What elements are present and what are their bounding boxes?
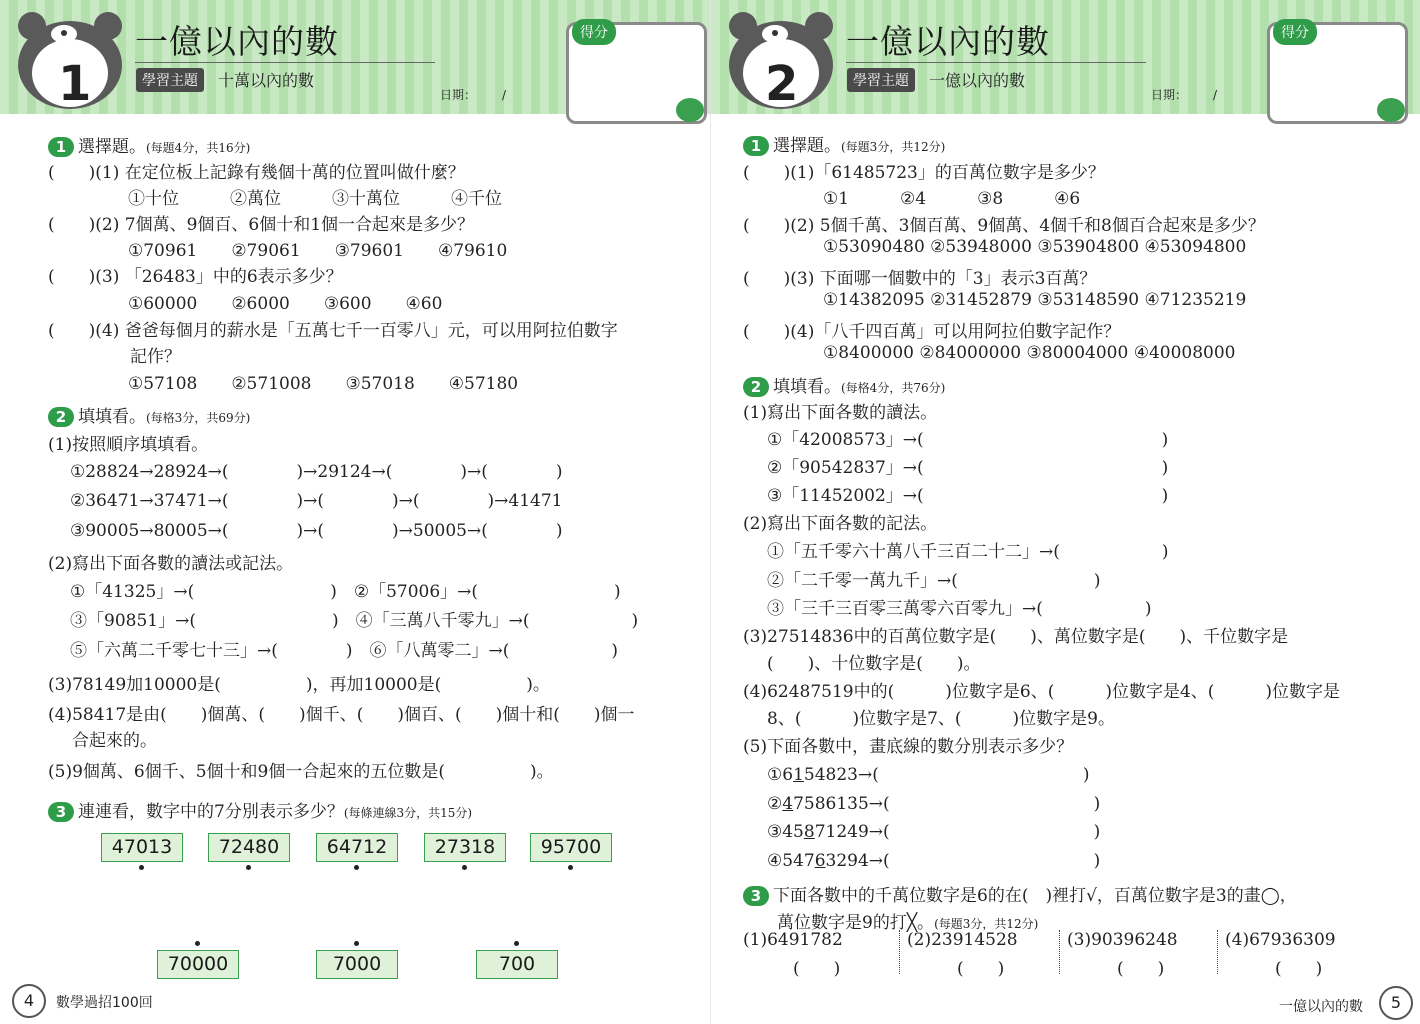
score-note: (每格3分，共69分) bbox=[146, 411, 251, 425]
line-text[interactable]: (3)78149加10000是( )，再加10000是( )。 bbox=[48, 675, 550, 695]
question-line bbox=[823, 184, 1080, 209]
number-prefix: ③45 bbox=[767, 822, 804, 842]
answer-parenthesis[interactable]: ( ) bbox=[957, 959, 1005, 979]
question-line bbox=[48, 316, 618, 341]
section-heading bbox=[743, 131, 945, 156]
question-line bbox=[767, 789, 1100, 814]
section-number-badge: 3 bbox=[48, 802, 74, 822]
line-text[interactable]: ①十位 ②萬位 ③十萬位 ④千位 bbox=[128, 189, 502, 209]
question-line bbox=[743, 509, 937, 534]
question-line bbox=[48, 700, 634, 725]
line-text[interactable]: (3)27514836中的百萬位數字是( )、萬位數字是( )、千位數字是 bbox=[743, 627, 1289, 647]
page-title: 一億以內的數 bbox=[846, 22, 1050, 61]
section-number-badge: 1 bbox=[48, 137, 74, 157]
score-note: (每格4分，共76分) bbox=[841, 381, 946, 395]
question-line bbox=[823, 290, 1246, 310]
line-text[interactable]: (4)58417是由( )個萬、( )個千、( )個百、( )個十和( )個一 bbox=[48, 705, 635, 725]
line-text[interactable]: ①「五千零六十萬八千三百二十二」→( ) bbox=[767, 542, 1169, 562]
number-suffix[interactable]: 54823→( ) bbox=[803, 765, 1090, 785]
question-line bbox=[743, 211, 1265, 236]
number-suffix[interactable]: 7586135→( ) bbox=[793, 794, 1101, 814]
bear-mascot-icon bbox=[725, 10, 837, 110]
score-note: (每條連線3分，共15分) bbox=[343, 806, 473, 820]
line-text[interactable]: ①8400000 ②84000000 ③80004000 ④40008000 bbox=[823, 343, 1236, 363]
question-line bbox=[128, 369, 518, 394]
underlined-digit: 6 bbox=[814, 851, 826, 871]
unit-number: 1 bbox=[58, 56, 92, 110]
question-line bbox=[72, 726, 157, 751]
book-title: 數學過招100回 bbox=[56, 995, 153, 1011]
question-line bbox=[767, 481, 1168, 506]
line-text[interactable]: 下面各數中的千萬位數字是6的在( )裡打√，百萬位數字是3的畫◯， bbox=[773, 886, 1297, 906]
question-line bbox=[767, 425, 1168, 450]
match-number-box[interactable]: 47013 bbox=[101, 833, 183, 862]
line-text[interactable]: ( )(1)「61485723」的百萬位數字是多少？ bbox=[743, 163, 1105, 183]
question-line bbox=[743, 264, 1096, 289]
right-page bbox=[710, 0, 1420, 1024]
answer-parenthesis[interactable]: ( ) bbox=[793, 959, 841, 979]
final-item-number: (2)23914528 bbox=[907, 930, 1018, 950]
question-line bbox=[743, 158, 1105, 183]
question-line bbox=[767, 760, 1089, 785]
question-line bbox=[743, 398, 937, 423]
line-text[interactable]: 萬位數字是9的打╳。 bbox=[777, 913, 935, 933]
number-suffix[interactable]: 3294→( ) bbox=[825, 851, 1101, 871]
number-prefix: ①6 bbox=[767, 765, 794, 785]
frog-icon bbox=[1377, 98, 1405, 122]
section-heading bbox=[48, 797, 472, 822]
line-text[interactable]: ①「42008573」→( ) bbox=[767, 430, 1169, 450]
page-number: 4 bbox=[12, 984, 46, 1018]
line-text[interactable]: (4)62487519中的( )位數字是6、( )位數字是4、( )位數字是 bbox=[743, 682, 1341, 702]
theme-text: 十萬以內的數 bbox=[218, 71, 315, 90]
item-divider bbox=[899, 930, 900, 974]
line-text[interactable]: ②「二千零一萬九千」→( ) bbox=[767, 571, 1101, 591]
line-text[interactable]: ③90005→80005→( )→( )→50005→( ) bbox=[70, 521, 563, 541]
date-field[interactable]: 日期： / bbox=[440, 88, 507, 102]
item-divider bbox=[1217, 930, 1218, 974]
section-number-badge: 2 bbox=[48, 407, 74, 427]
section-heading bbox=[743, 372, 945, 397]
line-text[interactable]: ①28824→28924→( )→29124→( )→( ) bbox=[70, 462, 563, 482]
number-prefix: ④547 bbox=[767, 851, 815, 871]
title-divider bbox=[135, 62, 435, 63]
line-text[interactable]: 填填看。 bbox=[773, 377, 841, 397]
line-text[interactable]: 選擇題。 bbox=[78, 137, 146, 157]
match-dot[interactable] bbox=[462, 865, 467, 870]
question-line bbox=[48, 210, 474, 235]
line-text[interactable]: ①1 ②4 ③8 ④6 bbox=[823, 189, 1081, 209]
line-text[interactable]: ②「90542837」→( ) bbox=[767, 458, 1169, 478]
match-dot[interactable] bbox=[514, 941, 519, 946]
date-field[interactable]: 日期： / bbox=[1151, 88, 1218, 102]
section-heading bbox=[48, 132, 250, 157]
theme-text: 一億以內的數 bbox=[929, 71, 1026, 90]
question-line bbox=[767, 566, 1101, 591]
match-value-box[interactable]: 7000 bbox=[316, 950, 398, 979]
match-number-box[interactable]: 27318 bbox=[424, 833, 506, 862]
question-line bbox=[70, 577, 621, 602]
line-text[interactable]: ( )(3) 下面哪一個數中的「3」表示3百萬？ bbox=[743, 269, 1097, 289]
question-line bbox=[70, 457, 563, 482]
final-item-number: (1)6491782 bbox=[743, 930, 843, 950]
question-line bbox=[48, 549, 293, 574]
match-dot[interactable] bbox=[246, 865, 251, 870]
score-note: (每題4分，共16分) bbox=[146, 141, 251, 155]
question-line bbox=[823, 343, 1235, 363]
question-line bbox=[743, 317, 1120, 342]
number-suffix[interactable]: 71249→( ) bbox=[814, 822, 1101, 842]
line-text[interactable]: ①60000 ②6000 ③600 ④60 bbox=[128, 294, 443, 314]
line-text[interactable]: ①57108 ②571008 ③57018 ④57180 bbox=[128, 374, 519, 394]
frog-icon bbox=[676, 98, 704, 122]
line-text[interactable]: ①「41325」→( ) ②「57006」→( ) bbox=[70, 582, 621, 602]
question-line bbox=[128, 289, 442, 314]
question-line bbox=[48, 430, 208, 455]
match-number-box[interactable]: 64712 bbox=[316, 833, 398, 862]
line-text[interactable]: ③「90851」→( ) ④「三萬八千零九」→( ) bbox=[70, 611, 639, 631]
line-text[interactable]: ③「11452002」→( ) bbox=[767, 486, 1169, 506]
question-line bbox=[70, 486, 563, 511]
line-text[interactable]: ③「三千三百零三萬零六百零九」→( ) bbox=[767, 599, 1152, 619]
match-dot[interactable] bbox=[568, 865, 573, 870]
line-text[interactable]: (1)按照順序填填看。 bbox=[48, 435, 209, 455]
final-item-number: (4)67936309 bbox=[1225, 930, 1336, 950]
line-text[interactable]: ( )(4)「八千四百萬」可以用阿拉伯數字記作？ bbox=[743, 322, 1121, 342]
number-prefix: ② bbox=[767, 794, 783, 814]
question-line bbox=[48, 670, 550, 695]
line-text[interactable]: ①53090480 ②53948000 ③53904800 ④53094800 bbox=[823, 237, 1247, 257]
section-number-badge: 2 bbox=[743, 377, 769, 397]
question-line bbox=[743, 677, 1340, 702]
answer-parenthesis[interactable]: ( ) bbox=[1117, 959, 1165, 979]
line-text[interactable]: (2)寫出下面各數的記法。 bbox=[743, 514, 938, 534]
section-heading bbox=[743, 881, 1297, 906]
score-note: (每題3分，共12分) bbox=[934, 917, 1039, 931]
line-text[interactable]: ( )(1) 在定位板上記錄有幾個十萬的位置叫做什麼？ bbox=[48, 163, 465, 183]
question-line bbox=[743, 732, 1073, 757]
line-text[interactable]: ①14382095 ②31452879 ③53148590 ④71235219 bbox=[823, 290, 1247, 310]
section-heading bbox=[48, 402, 250, 427]
score-note: (每題3分，共12分) bbox=[841, 140, 946, 154]
line-text[interactable]: ( )(4) 爸爸每個月的薪水是「五萬七千一百零八」元，可以用阿拉伯數字 bbox=[48, 321, 618, 341]
question-line bbox=[48, 262, 343, 287]
theme-tag: 學習主題 bbox=[136, 68, 204, 92]
question-line bbox=[767, 453, 1168, 478]
line-text[interactable]: ⑤「六萬二千零七十三」→( ) ⑥「八萬零二」→( ) bbox=[70, 641, 619, 661]
match-number-box[interactable]: 95700 bbox=[530, 833, 612, 862]
line-text[interactable]: (2)寫出下面各數的讀法或記法。 bbox=[48, 554, 294, 574]
title-divider bbox=[846, 62, 1146, 63]
question-line bbox=[70, 606, 638, 631]
line-text[interactable]: 連連看，數字中的7分別表示多少？ bbox=[78, 802, 344, 822]
line-text[interactable]: (5)下面各數中，畫底線的數分別表示多少？ bbox=[743, 737, 1074, 757]
question-line bbox=[767, 846, 1100, 871]
item-divider bbox=[1059, 930, 1060, 974]
line-text[interactable]: ( )(3) 「26483」中的6表示多少？ bbox=[48, 267, 343, 287]
question-line bbox=[130, 342, 181, 367]
line-text[interactable]: 合起來的。 bbox=[72, 731, 157, 751]
underlined-digit: 1 bbox=[793, 765, 804, 785]
section-number-badge: 3 bbox=[743, 886, 769, 906]
theme-tag: 學習主題 bbox=[847, 68, 915, 92]
unit-number: 2 bbox=[765, 56, 799, 110]
bear-mascot-icon bbox=[14, 10, 126, 110]
line-text[interactable]: ( )、十位數字是( )。 bbox=[767, 654, 981, 674]
question-line bbox=[767, 704, 1115, 729]
question-line bbox=[823, 237, 1246, 257]
line-text[interactable]: ( )(2) 7個萬、9個百、6個十和1個一合起來是多少？ bbox=[48, 215, 475, 235]
question-line bbox=[767, 649, 981, 674]
score-label: 得分 bbox=[1273, 19, 1317, 45]
match-dot[interactable] bbox=[195, 941, 200, 946]
line-text[interactable]: 選擇題。 bbox=[773, 136, 841, 156]
page-number: 5 bbox=[1379, 986, 1413, 1020]
question-line bbox=[128, 184, 502, 209]
question-line bbox=[70, 636, 618, 661]
question-line bbox=[70, 516, 563, 541]
line-text[interactable]: (5)9個萬、6個千、5個十和9個一合起來的五位數是( )。 bbox=[48, 762, 554, 782]
page-title: 一億以內的數 bbox=[135, 22, 339, 61]
question-line bbox=[767, 817, 1100, 842]
match-dot[interactable] bbox=[139, 865, 144, 870]
question-line bbox=[767, 594, 1152, 619]
question-line bbox=[48, 158, 465, 183]
line-text[interactable]: ②36471→37471→( )→( )→( )→41471 bbox=[70, 491, 563, 511]
question-line bbox=[128, 236, 507, 261]
match-number-box[interactable]: 72480 bbox=[208, 833, 290, 862]
line-text[interactable]: 記作？ bbox=[130, 347, 181, 367]
match-dot[interactable] bbox=[354, 865, 359, 870]
final-item-number: (3)90396248 bbox=[1067, 930, 1178, 950]
question-line bbox=[767, 537, 1169, 562]
line-text[interactable]: ( )(2) 5個千萬、3個百萬、9個萬、4個千和8個百合起來是多少？ bbox=[743, 216, 1265, 236]
line-text[interactable]: ①70961 ②79061 ③79601 ④79610 bbox=[128, 241, 508, 261]
question-line bbox=[48, 757, 554, 782]
match-value-box[interactable]: 700 bbox=[476, 950, 558, 979]
match-dot[interactable] bbox=[354, 941, 359, 946]
score-label: 得分 bbox=[572, 19, 616, 45]
underlined-digit: 4 bbox=[782, 794, 794, 814]
line-text[interactable]: 填填看。 bbox=[78, 407, 146, 427]
match-value-box[interactable]: 70000 bbox=[157, 950, 239, 979]
answer-parenthesis[interactable]: ( ) bbox=[1275, 959, 1323, 979]
question-line bbox=[743, 622, 1288, 647]
line-text[interactable]: 8、( )位數字是7、( )位數字是9。 bbox=[767, 709, 1115, 729]
line-text[interactable]: (1)寫出下面各數的讀法。 bbox=[743, 403, 938, 423]
footer-title: 一億以內的數 bbox=[1279, 999, 1363, 1015]
section-number-badge: 1 bbox=[743, 136, 769, 156]
underlined-digit: 8 bbox=[803, 822, 815, 842]
